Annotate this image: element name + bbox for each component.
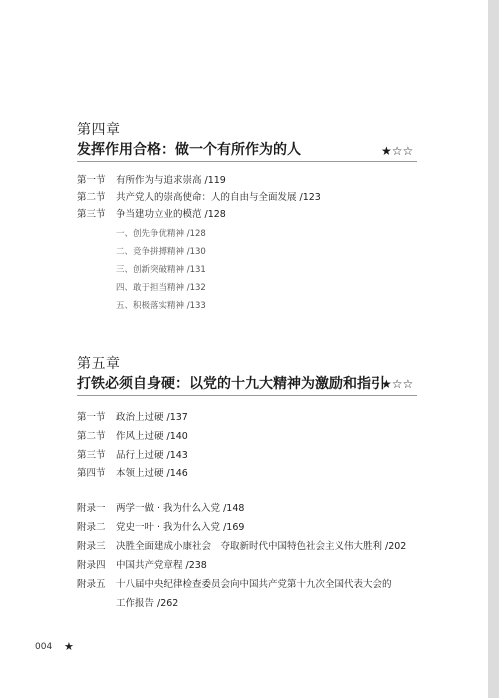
toc-row-ch5-s4[interactable] [77, 467, 188, 481]
scrollbar[interactable] [488, 0, 499, 698]
toc-subsection[interactable]: 一、创先争优精神 /128 [116, 229, 206, 239]
toc-row-appendix-5-continuation[interactable]: 工作报告 /262 [116, 598, 179, 609]
section-title: 政治上过硬 /137 [116, 412, 188, 423]
toc-row-ch5-s3[interactable] [77, 449, 188, 463]
section-number: 第四节 [77, 468, 106, 479]
appendix-number: 附录四 [77, 560, 106, 571]
toc-row-appendix-3[interactable] [77, 540, 406, 554]
appendix-number: 附录二 [77, 522, 106, 533]
chapter-5-title: 打铁必须自身硬：以党的十九大精神为激励和指引 [77, 376, 385, 392]
chapter-4-label: 第四章 [77, 122, 121, 138]
toc-row-ch5-s2[interactable] [77, 430, 188, 444]
section-title: 争当建功立业的模范 /128 [116, 209, 226, 220]
chapter-4-divider [77, 161, 417, 162]
section-title: 本领上过硬 /146 [116, 468, 188, 479]
appendix-title: 两学一做 · 我为什么入党 /148 [116, 503, 245, 514]
toc-subsection[interactable]: 二、竞争拼搏精神 /130 [116, 247, 206, 257]
page-number: 004 [35, 642, 53, 652]
section-title: 作风上过硬 /140 [116, 431, 188, 442]
section-title: 有所作为与追求崇高 /119 [116, 175, 226, 186]
section-number: 第三节 [77, 450, 106, 461]
section-number: 第二节 [77, 431, 106, 442]
toc-row-appendix-5[interactable] [77, 578, 392, 592]
toc-row-ch5-s1[interactable] [77, 411, 188, 425]
toc-row-appendix-2[interactable] [77, 521, 244, 535]
appendix-title: 中国共产党章程 /238 [116, 560, 207, 571]
toc-subsection[interactable]: 五、积极落实精神 /133 [116, 301, 206, 311]
section-number: 第二节 [77, 192, 106, 203]
chapter-5-label: 第五章 [77, 356, 121, 372]
appendix-number: 附录三 [77, 541, 106, 552]
toc-subsection[interactable]: 三、创新突破精神 /131 [116, 265, 206, 275]
chapter-5-rating-stars: ★☆☆ [381, 377, 414, 391]
appendix-title: 十八届中央纪律检查委员会向中国共产党第十九次全国代表大会的 [116, 579, 392, 590]
toc-row-appendix-4[interactable] [77, 559, 207, 573]
section-title: 品行上过硬 /143 [116, 450, 188, 461]
section-number: 第三节 [77, 209, 106, 220]
chapter-4-rating-stars: ★☆☆ [381, 144, 414, 158]
toc-row-ch4-s1[interactable] [77, 174, 226, 188]
toc-subsection[interactable]: 四、敢于担当精神 /132 [116, 283, 206, 293]
footer-star-icon: ★ [64, 640, 74, 653]
section-number: 第一节 [77, 175, 106, 186]
appendix-title: 党史一叶 · 我为什么入党 /169 [116, 522, 245, 533]
appendix-number: 附录五 [77, 579, 106, 590]
chapter-4-title: 发挥作用合格：做一个有所作为的人 [77, 142, 301, 158]
toc-row-ch4-s3[interactable] [77, 208, 226, 222]
toc-row-appendix-1[interactable] [77, 502, 244, 516]
toc-row-ch4-s2[interactable] [77, 191, 321, 205]
appendix-title: 决胜全面建成小康社会 夺取新时代中国特色社会主义伟大胜利 /202 [116, 541, 407, 552]
section-number: 第一节 [77, 412, 106, 423]
appendix-number: 附录一 [77, 503, 106, 514]
chapter-5-divider [77, 395, 417, 396]
section-title: 共产党人的崇高使命：人的自由与全面发展 /123 [116, 192, 321, 203]
